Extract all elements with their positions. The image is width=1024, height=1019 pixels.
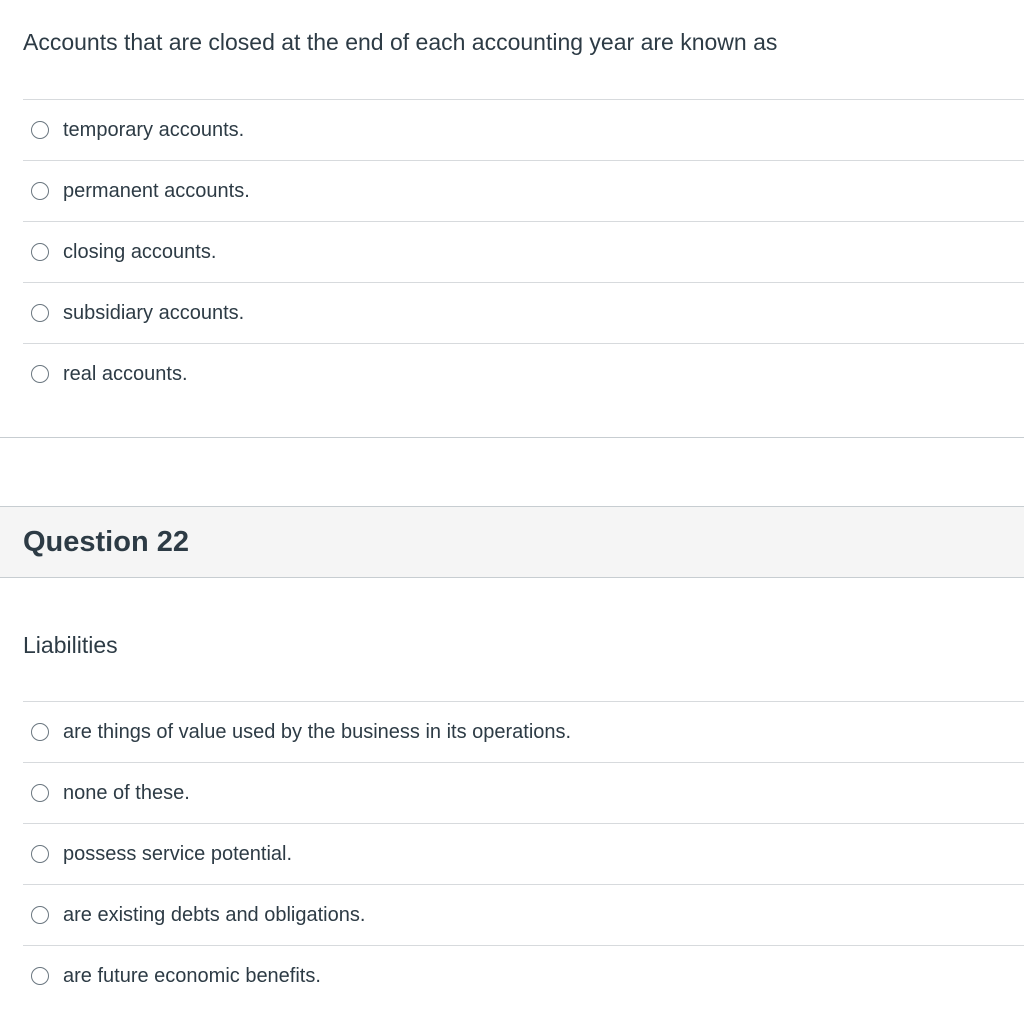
question-header bbox=[0, 506, 1024, 578]
answer-label: possess service potential. bbox=[63, 842, 293, 865]
answer-option[interactable] bbox=[23, 161, 1024, 222]
answer-label: are things of value used by the business in its operations. bbox=[63, 720, 572, 743]
answer-option[interactable] bbox=[23, 885, 1024, 946]
radio-button[interactable] bbox=[31, 723, 49, 741]
answer-option[interactable] bbox=[23, 946, 1024, 1006]
radio-button[interactable] bbox=[31, 967, 49, 985]
answer-option[interactable] bbox=[23, 222, 1024, 283]
radio-button[interactable] bbox=[31, 784, 49, 802]
radio-button[interactable] bbox=[31, 365, 49, 383]
answer-label: subsidiary accounts. bbox=[63, 301, 245, 324]
answer-option[interactable] bbox=[23, 100, 1024, 161]
answer-label: permanent accounts. bbox=[63, 179, 250, 202]
question-divider bbox=[0, 437, 1024, 438]
question-22-prompt: Liabilities bbox=[23, 632, 118, 658]
question-21-prompt: Accounts that are closed at the end of each accounting year are known as bbox=[23, 29, 778, 55]
answer-label: real accounts. bbox=[63, 362, 188, 385]
question-21 bbox=[0, 0, 1024, 438]
answer-option[interactable] bbox=[23, 763, 1024, 824]
radio-button[interactable] bbox=[31, 845, 49, 863]
question-22 bbox=[0, 506, 1024, 1006]
radio-button[interactable] bbox=[31, 304, 49, 322]
answer-label: are existing debts and obligations. bbox=[63, 903, 366, 926]
question-21-answers bbox=[23, 99, 1024, 404]
radio-button[interactable] bbox=[31, 121, 49, 139]
radio-button[interactable] bbox=[31, 906, 49, 924]
answer-option[interactable] bbox=[23, 824, 1024, 885]
answer-label: temporary accounts. bbox=[63, 118, 245, 141]
answer-label: are future economic benefits. bbox=[63, 964, 321, 987]
answer-label: closing accounts. bbox=[63, 240, 217, 263]
radio-button[interactable] bbox=[31, 182, 49, 200]
answer-option[interactable] bbox=[23, 283, 1024, 344]
question-title: Question 22 bbox=[23, 525, 189, 558]
radio-button[interactable] bbox=[31, 243, 49, 261]
answer-label: none of these. bbox=[63, 781, 190, 804]
answer-option[interactable] bbox=[23, 702, 1024, 763]
question-22-answers bbox=[23, 701, 1024, 1006]
answer-option[interactable] bbox=[23, 344, 1024, 404]
